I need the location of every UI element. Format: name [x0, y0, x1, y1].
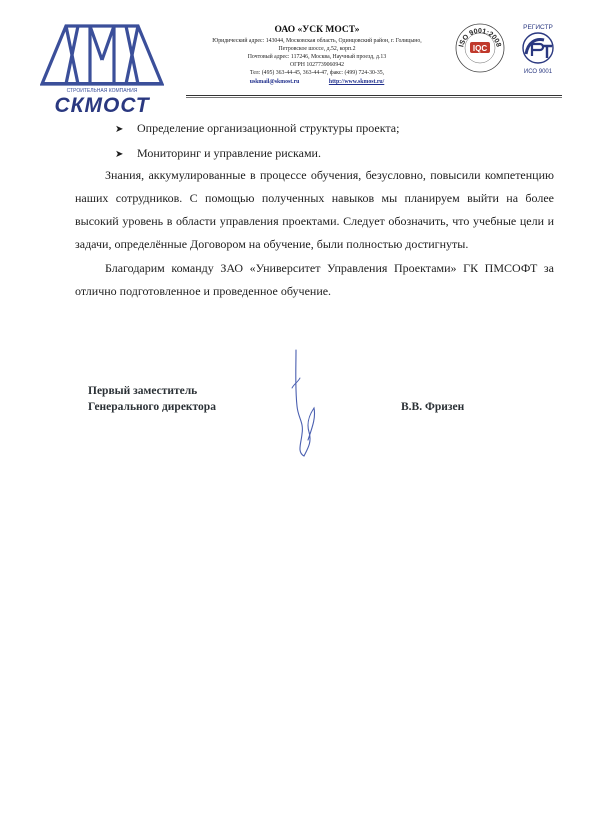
company-name: ОАО «УСК МОСТ»: [274, 25, 360, 35]
logo-tagline: СТРОИТЕЛЬНАЯ КОМПАНИЯ: [66, 88, 138, 94]
body-paragraph: Благодарим команду ЗАО «Университет Управления Проектами» ГК ПМСОФТ за отлично подготовленное и проведенное обучение.: [75, 261, 554, 298]
bullet-text: Определение организационной структуры проекта;: [137, 121, 400, 135]
handwritten-signature: [282, 348, 322, 458]
signatory-title: Первый заместитель: [88, 385, 198, 397]
email-link[interactable]: uskmail@skmost.ru: [249, 79, 300, 85]
legal-address-line2: Петровское шоссе, д.52, корп.2: [278, 46, 356, 52]
signatory-name: В.В. Фризен: [401, 401, 465, 413]
bullet-item: [115, 121, 399, 137]
phone-fax: Тел: (495) 363-44-45, 363-44-47, факс: (499) 724-30-35,: [249, 70, 385, 76]
legal-address: Юридический адрес: 143044, Московская область, Одинцовский район, г. Голицыно,: [212, 38, 422, 44]
rst-bottom-text: ИСО 9001: [523, 69, 553, 75]
website-link[interactable]: http://www.skmost.ru/: [328, 79, 385, 85]
logo-wordmark: СКМОСТ: [54, 94, 150, 116]
rst-top-text: РЕГИСТР: [523, 24, 553, 31]
contact-links: [192, 78, 442, 86]
company-logo: [40, 20, 164, 116]
bullet-item: [115, 146, 321, 162]
bullet-text: Мониторинг и управление рисками.: [137, 146, 321, 160]
rst-registry-seal: [514, 22, 562, 76]
bullet-arrow-icon: ➤: [115, 124, 124, 135]
body-paragraph: Знания, аккумулированные в процессе обучения, безусловно, повысили компетенцию наших сотрудников. С помощью полученных навыков мы планируем выйти на более высокий уровень в области управления проектами. Следует обозначить, что учебные цели и задачи, определённые Договором на обучение, были полностью достигнуты.: [75, 168, 554, 251]
postal-address: Почтовый адрес: 117246, Москва, Научный проезд, д.13: [247, 54, 387, 60]
iso-certification-seal: [455, 23, 505, 73]
iso-center-text: IQC: [472, 44, 488, 53]
header-rule-thin: [186, 97, 562, 98]
header-rule: [186, 95, 562, 96]
ogrn: ОГРН 1027739060942: [289, 62, 345, 68]
bullet-arrow-icon: ➤: [115, 149, 124, 160]
signatory-title-line2: Генерального директора: [88, 401, 216, 413]
iso-text: ISO 9001:2008: [458, 27, 502, 48]
